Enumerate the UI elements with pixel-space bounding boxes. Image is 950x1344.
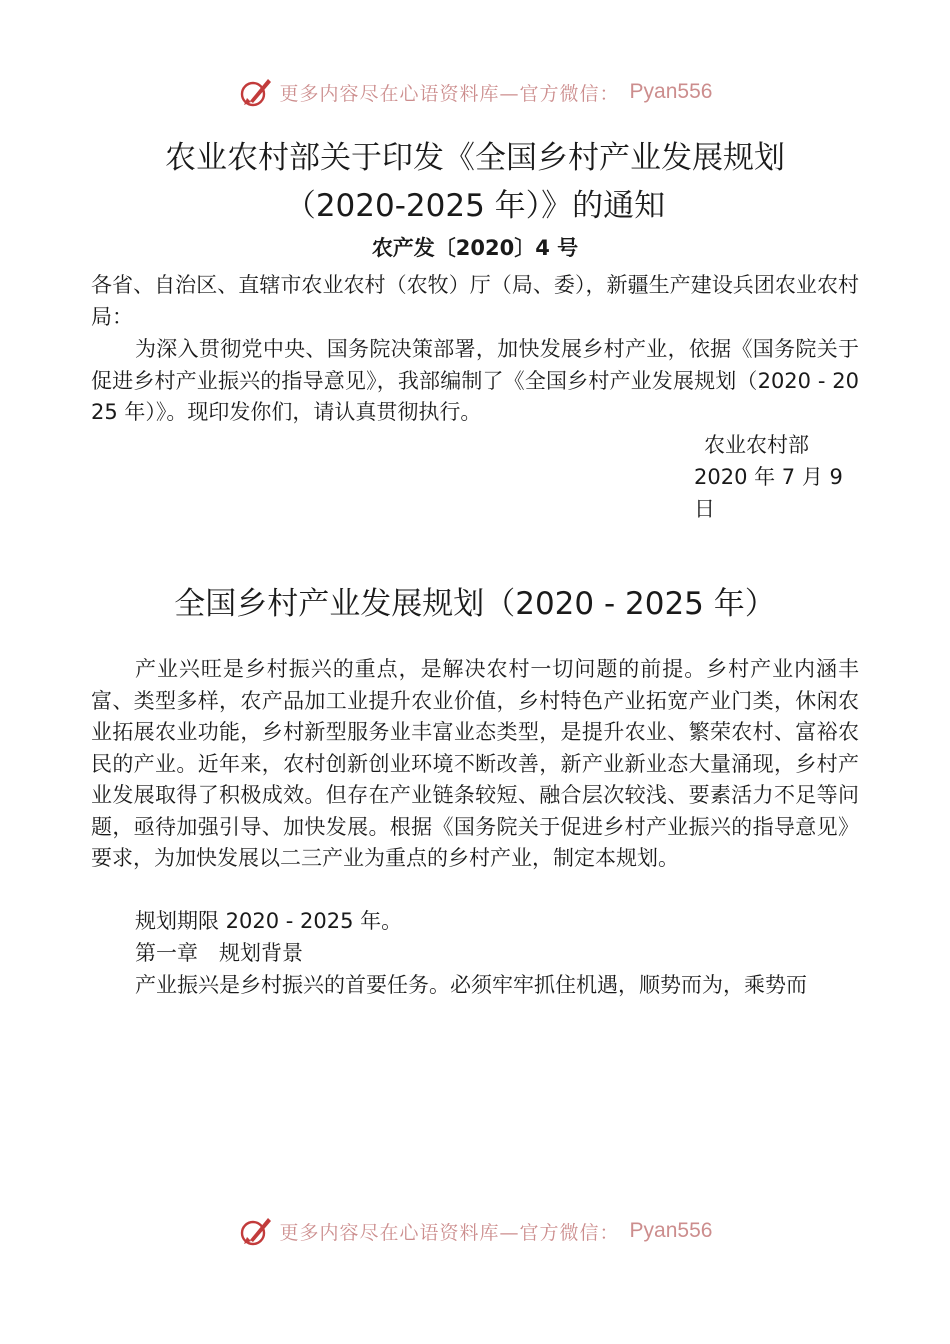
document-number: 农产发〔2020〕4 号 [371,236,579,260]
notice-addressee: 各省、自治区、直辖市农业农村（农牧）厅（局、委），新疆生产建设兵团农业农村局： [91,273,859,329]
watermark-wechat-id: Pyan556 [629,80,713,103]
watermark-wechat-id: Pyan556 [629,1219,713,1242]
plan-title: 全国乡村产业发展规划（2020 - 2025 年） [174,586,776,622]
chapter-heading: 第一章 规划背景 [135,941,303,965]
quill-logo-icon [238,74,274,110]
watermark-footer [0,1209,950,1253]
signature-date: 2020 年 7 月 9 日 [694,465,843,521]
watermark-text: 更多内容尽在心语资料库—官方微信： [279,82,620,105]
quill-logo-icon [238,1213,274,1249]
chapter-paragraph: 产业振兴是乡村振兴的首要任务。必须牢牢抓住机遇，顺势而为，乘势而 [135,973,807,997]
notice-title-line-1: 农业农村部关于印发《全国乡村产业发展规划 [165,140,785,176]
plan-intro-paragraph: 产业兴旺是乡村振兴的重点，是解决农村一切问题的前提。乡村产业内涵丰富、类型多样，农产品加工业提升农业价值，乡村特色产业拓宽产业门类，休闲农业拓展农业功能，乡村新型服务业丰富业态类型，是提升农业、繁荣农村、富裕农民的产业。近年来，农村创新创业环境不断改善，新产业新业态大量涌现，乡村产业发展取得了积极成效。但存在产业链条较短、融合层次较浅、要素活力不足等问题，亟待加强引导、加快发展。根据《国务院关于促进乡村产业振兴的指导意见》要求，为加快发展以二三产业为重点的乡村产业，制定本规划。 [91,657,859,870]
watermark-text: 更多内容尽在心语资料库—官方微信： [279,1221,620,1244]
watermark-header [0,70,950,114]
plan-period: 规划期限 2020 - 2025 年。 [135,909,403,933]
notice-body-paragraph: 为深入贯彻党中央、国务院决策部署，加快发展乡村产业，依据《国务院关于促进乡村产业振兴的指导意见》，我部编制了《全国乡村产业发展规划（2020 - 2025 年）》。现印发你们，请认真贯彻执行。 [91,337,859,424]
notice-title-line-2: （2020-2025 年）》的通知 [284,188,666,224]
signature-organization: 农业农村部 [704,433,809,457]
